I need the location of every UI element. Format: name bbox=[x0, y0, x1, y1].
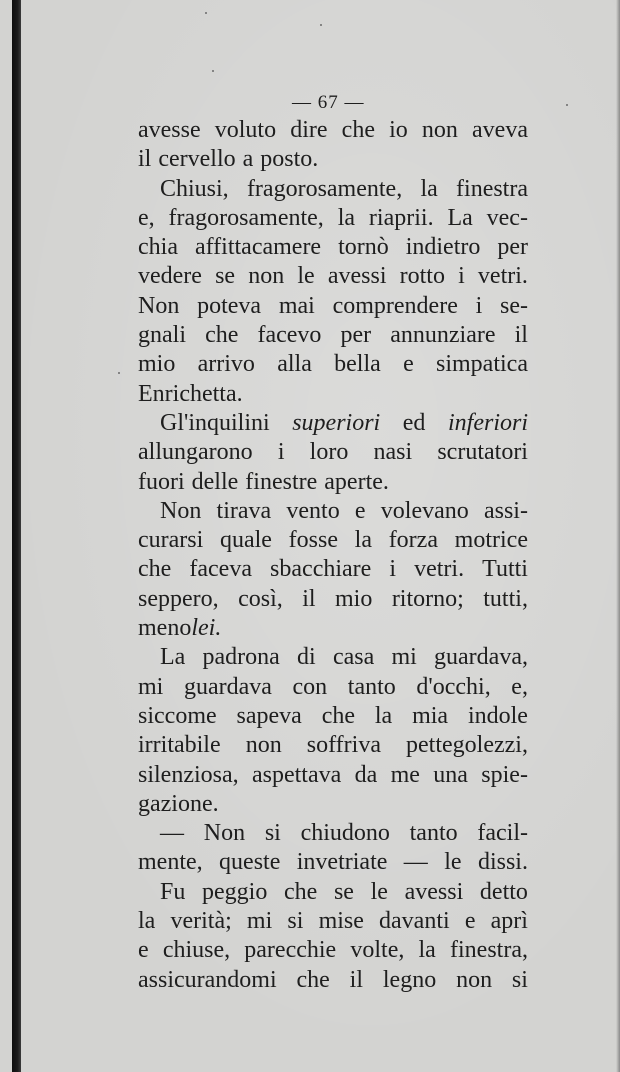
text-line bbox=[138, 790, 528, 819]
page-edge-shadow bbox=[616, 0, 620, 1072]
word: io bbox=[389, 117, 408, 143]
word: per bbox=[340, 322, 372, 349]
text-line bbox=[138, 116, 528, 145]
paper-speck bbox=[212, 70, 214, 72]
word: irritabile bbox=[138, 732, 221, 759]
word: padrona bbox=[202, 644, 280, 671]
word: scrutatori bbox=[437, 439, 528, 466]
word: Non bbox=[160, 497, 202, 524]
word: la bbox=[418, 937, 436, 964]
word: mi bbox=[138, 673, 164, 700]
word: mente, bbox=[138, 849, 203, 876]
word: finestre bbox=[245, 468, 318, 495]
word: la bbox=[354, 527, 372, 554]
word: posto. bbox=[260, 146, 319, 173]
word: comprendere bbox=[332, 292, 458, 319]
word: La bbox=[447, 204, 473, 231]
word: faceva bbox=[189, 556, 252, 583]
word: tanto bbox=[409, 820, 458, 847]
word: avessi bbox=[404, 878, 464, 905]
word: e bbox=[354, 497, 366, 524]
word: Gl'inquilini bbox=[160, 409, 270, 436]
word: che bbox=[341, 117, 375, 143]
word: guardava bbox=[183, 673, 272, 700]
word: assicurandomi bbox=[138, 966, 277, 993]
word: la bbox=[374, 702, 393, 729]
word: spie- bbox=[481, 761, 528, 788]
page-number: — 67 — bbox=[292, 92, 365, 113]
word: indietro bbox=[405, 234, 481, 261]
word: facevo bbox=[257, 322, 322, 349]
word: mi bbox=[391, 644, 417, 671]
body-text bbox=[138, 116, 528, 995]
word: il bbox=[514, 322, 528, 349]
paper-speck bbox=[566, 104, 568, 106]
text-line bbox=[138, 380, 528, 409]
word: che bbox=[205, 322, 239, 349]
text-line bbox=[138, 321, 528, 350]
word: dissi. bbox=[477, 849, 528, 876]
text-line bbox=[138, 643, 528, 672]
word: superiori bbox=[292, 409, 381, 436]
word: e, bbox=[138, 204, 155, 231]
word: allungarono bbox=[138, 439, 253, 466]
word: dire bbox=[290, 117, 328, 143]
word: il bbox=[349, 966, 364, 993]
text-line bbox=[138, 438, 528, 467]
word: finestra, bbox=[450, 937, 528, 964]
text-line bbox=[138, 204, 528, 233]
word: le bbox=[297, 263, 315, 290]
word: poteva bbox=[197, 292, 262, 319]
word: ritorno; bbox=[391, 585, 464, 612]
word: fuori bbox=[138, 468, 185, 495]
word: peggio bbox=[202, 878, 268, 905]
word: i bbox=[277, 439, 285, 466]
word: Non bbox=[138, 292, 180, 319]
word: loro bbox=[309, 439, 349, 466]
word: che bbox=[321, 702, 355, 729]
word: guardava, bbox=[434, 644, 528, 671]
text-line bbox=[138, 145, 528, 174]
text-line bbox=[138, 936, 528, 965]
word: sbacchiare bbox=[270, 556, 372, 583]
word: vetri. bbox=[414, 556, 465, 583]
word: riaprii. bbox=[368, 204, 434, 231]
word: annunziare bbox=[390, 322, 496, 349]
text-line bbox=[138, 175, 528, 204]
word: Fu bbox=[160, 878, 186, 905]
text-line bbox=[138, 497, 528, 526]
word: — bbox=[160, 820, 184, 847]
word: da bbox=[354, 761, 378, 788]
word: quale bbox=[219, 527, 272, 554]
word: siccome bbox=[138, 702, 217, 729]
word: mia bbox=[412, 702, 449, 729]
word: mio bbox=[335, 585, 373, 612]
word: la bbox=[138, 908, 156, 935]
word: assi- bbox=[483, 497, 528, 524]
word: cervello bbox=[158, 146, 236, 173]
word: Non bbox=[203, 820, 246, 847]
word: casa bbox=[332, 644, 375, 671]
text-line bbox=[138, 233, 528, 262]
word: Chiusi, bbox=[160, 175, 229, 202]
text-line bbox=[138, 819, 528, 848]
word: volevano bbox=[380, 497, 469, 524]
word: soffriva bbox=[306, 732, 381, 759]
text-line bbox=[138, 907, 528, 936]
word: a bbox=[242, 146, 254, 173]
word: e, bbox=[511, 673, 528, 700]
word: invetriate bbox=[296, 849, 388, 876]
word: mai bbox=[278, 292, 315, 319]
word: le bbox=[370, 878, 388, 905]
word: alla bbox=[277, 351, 312, 378]
word: fosse bbox=[288, 527, 338, 554]
word: indole bbox=[467, 702, 528, 729]
word: sapeva bbox=[236, 702, 302, 729]
text-line bbox=[138, 731, 528, 760]
word: motrice bbox=[454, 527, 528, 554]
word: mio bbox=[138, 351, 176, 378]
word: inferiori bbox=[447, 409, 528, 436]
word: i bbox=[458, 263, 465, 290]
word: non bbox=[245, 732, 282, 759]
word: che bbox=[284, 878, 318, 905]
word: se bbox=[333, 878, 354, 905]
word: non bbox=[456, 966, 493, 993]
word: affittacamere bbox=[194, 234, 322, 261]
word: vetri. bbox=[477, 263, 528, 290]
word: meno bbox=[138, 615, 192, 642]
word: tutti, bbox=[483, 585, 528, 612]
word: seppero, bbox=[138, 585, 219, 612]
text-line bbox=[138, 262, 528, 291]
word: vento bbox=[286, 497, 340, 524]
word: aveva bbox=[472, 117, 528, 143]
word: che bbox=[138, 556, 172, 583]
word: i bbox=[475, 292, 483, 319]
word: — bbox=[403, 849, 428, 876]
text-line bbox=[138, 673, 528, 702]
word: nasi bbox=[373, 439, 413, 466]
word: ed bbox=[402, 409, 426, 436]
word: gnali bbox=[138, 322, 186, 349]
paper-speck bbox=[320, 24, 322, 26]
text-line bbox=[138, 614, 528, 643]
text-line bbox=[138, 526, 528, 555]
word: il bbox=[138, 146, 152, 173]
binding-edge bbox=[12, 0, 21, 1072]
word: tirava bbox=[216, 497, 272, 524]
word: finestra bbox=[456, 175, 528, 202]
word: le bbox=[444, 849, 462, 876]
word: vedere bbox=[138, 263, 202, 290]
word: davanti bbox=[379, 908, 450, 935]
word: avesse bbox=[138, 117, 201, 143]
word: i bbox=[389, 556, 397, 583]
word: lei. bbox=[191, 615, 222, 642]
word: curarsi bbox=[138, 527, 204, 554]
text-line bbox=[138, 702, 528, 731]
word: rotto bbox=[399, 263, 445, 290]
word: che bbox=[296, 966, 330, 993]
text-line bbox=[138, 292, 528, 321]
text-line bbox=[138, 761, 528, 790]
word: Tutti bbox=[482, 556, 528, 583]
word: queste bbox=[219, 849, 281, 876]
word: volte, bbox=[350, 937, 405, 964]
word: una bbox=[433, 761, 468, 788]
text-line bbox=[138, 409, 528, 438]
text-line bbox=[138, 585, 528, 614]
word: si bbox=[264, 820, 281, 847]
word: mise bbox=[318, 908, 364, 935]
word: aspettava bbox=[251, 761, 342, 788]
text-line bbox=[138, 848, 528, 877]
word: pettegolezzi, bbox=[406, 732, 528, 759]
word: chiudono bbox=[300, 820, 390, 847]
word: me bbox=[390, 761, 420, 788]
word: avessi bbox=[327, 263, 387, 290]
word: detto bbox=[479, 878, 528, 905]
word: tanto bbox=[347, 673, 396, 700]
word: legno bbox=[382, 966, 437, 993]
word: si bbox=[287, 908, 304, 935]
word: forza bbox=[388, 527, 438, 554]
word: La bbox=[160, 644, 186, 671]
word: silenziosa, bbox=[138, 761, 239, 788]
word: delle bbox=[191, 468, 239, 495]
word: verità; bbox=[170, 908, 232, 935]
word: gazione. bbox=[138, 790, 219, 817]
text-line bbox=[138, 468, 528, 497]
text-line bbox=[138, 350, 528, 379]
word: di bbox=[297, 644, 316, 671]
word: e bbox=[138, 937, 149, 964]
word: così, bbox=[238, 585, 283, 612]
word: simpatica bbox=[436, 351, 528, 378]
word: Enrichetta. bbox=[138, 380, 243, 407]
word: si bbox=[511, 966, 528, 993]
word: chia bbox=[138, 234, 178, 261]
word: vec- bbox=[486, 204, 528, 231]
text-line bbox=[138, 966, 528, 995]
word: chiuse, bbox=[162, 937, 231, 964]
word: se bbox=[215, 263, 236, 290]
word: se- bbox=[500, 292, 528, 319]
word: mi bbox=[246, 908, 273, 935]
word: la bbox=[337, 204, 356, 231]
text-line bbox=[138, 878, 528, 907]
word: e bbox=[403, 351, 414, 378]
word: con bbox=[292, 673, 328, 700]
word: la bbox=[420, 175, 438, 202]
word: arrivo bbox=[197, 351, 255, 378]
word: non bbox=[248, 263, 285, 290]
word: fragorosamente, bbox=[168, 204, 324, 231]
paper-speck bbox=[205, 12, 207, 14]
word: e bbox=[464, 908, 476, 935]
word: aprì bbox=[490, 908, 528, 935]
word: non bbox=[421, 117, 458, 143]
paper-speck bbox=[118, 372, 120, 374]
text-line bbox=[138, 555, 528, 584]
word: d'occhi, bbox=[416, 673, 491, 700]
word: tornò bbox=[338, 234, 389, 261]
word: bella bbox=[334, 351, 381, 378]
word: facil- bbox=[477, 820, 528, 847]
word: voluto bbox=[214, 117, 277, 143]
word: aperte. bbox=[324, 468, 389, 495]
word: il bbox=[302, 585, 316, 612]
word: parecchie bbox=[244, 937, 337, 964]
word: fragorosamente, bbox=[246, 175, 403, 202]
word: per bbox=[497, 234, 528, 261]
